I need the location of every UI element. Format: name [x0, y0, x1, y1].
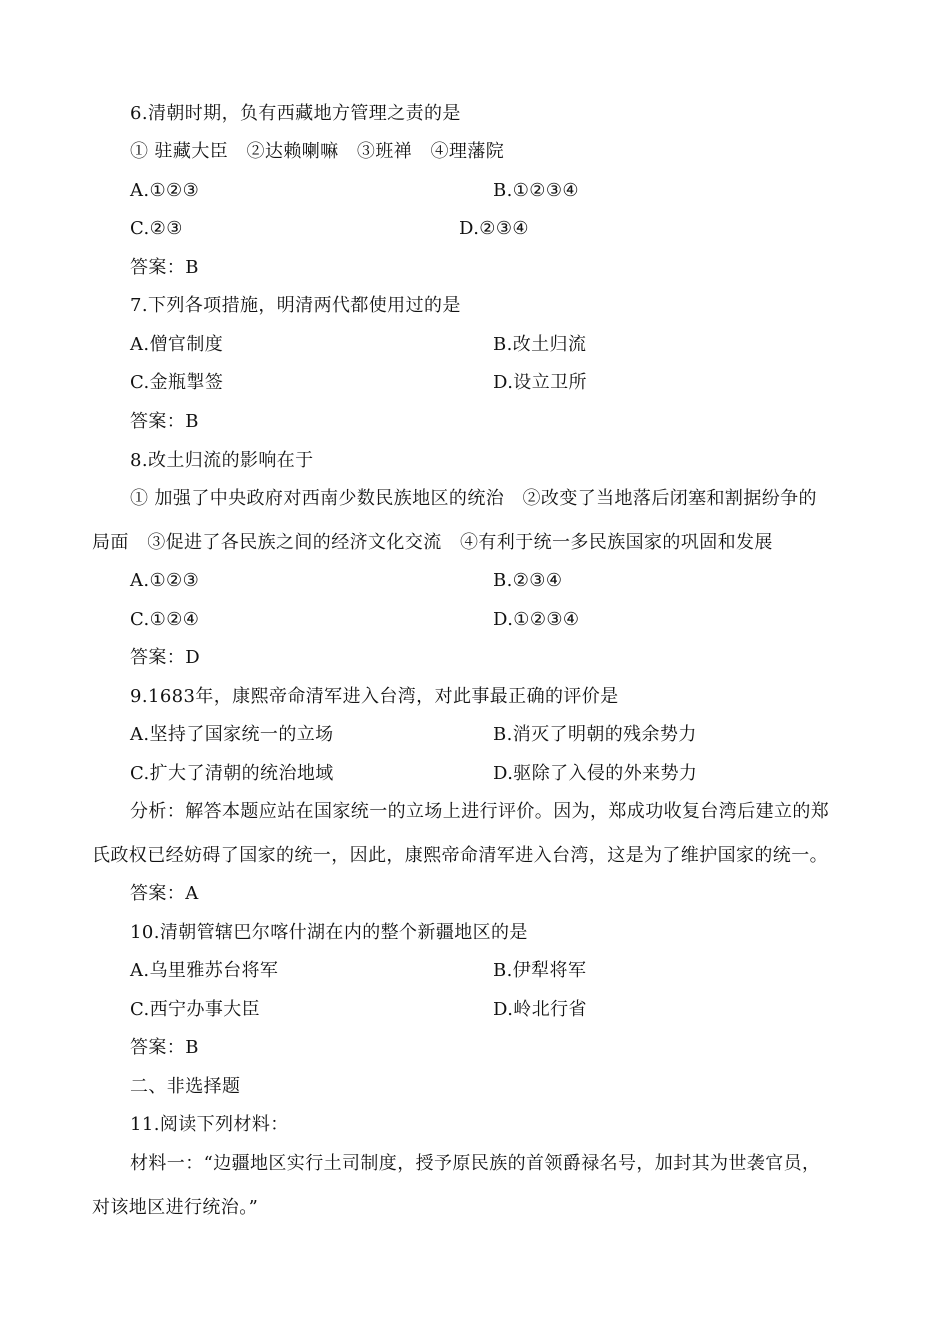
q7-option-c: C.金瓶掣签	[130, 372, 224, 393]
q11-stem: 11.阅读下列材料：	[130, 1114, 289, 1135]
q8-stem: 8.改土归流的影响在于	[130, 450, 314, 471]
q10-stem: 10.清朝管辖巴尔喀什湖在内的整个新疆地区的是	[130, 922, 528, 943]
q8-items-line1: ① 加强了中央政府对西南少数民族地区的统治 ②改变了当地落后闭塞和割据纷争的	[130, 488, 817, 509]
q8-answer: 答案：D	[130, 647, 201, 668]
q11-material1-line2: 对该地区进行统治。”	[92, 1197, 259, 1218]
q7-option-b: B.改土归流	[493, 334, 587, 355]
q7-answer: 答案：B	[130, 411, 199, 432]
q9-stem: 9.1683年，康熙帝命清军进入台湾，对此事最正确的评价是	[130, 686, 619, 707]
q8-option-b: B.②③④	[493, 570, 563, 591]
q6-option-a: A.①②③	[130, 180, 200, 201]
q8-option-d: D.①②③④	[493, 609, 580, 630]
q10-answer: 答案：B	[130, 1037, 199, 1058]
q8-option-a: A.①②③	[130, 570, 200, 591]
q10-option-c: C.西宁办事大臣	[130, 999, 261, 1020]
q8-option-c: C.①②④	[130, 609, 200, 630]
q8-items-line2: 局面 ③促进了各民族之间的经济文化交流 ④有利于统一多民族国家的巩固和发展	[92, 532, 773, 553]
section-heading: 二、非选择题	[130, 1076, 241, 1097]
q9-option-d: D.驱除了入侵的外来势力	[493, 763, 698, 784]
q7-option-d: D.设立卫所	[493, 372, 587, 393]
q10-option-d: D.岭北行省	[493, 999, 587, 1020]
q6-stem: 6.清朝时期，负有西藏地方管理之责的是	[130, 103, 461, 124]
q10-option-a: A.乌里雅苏台将军	[130, 960, 279, 981]
q6-items: ① 驻藏大臣 ②达赖喇嘛 ③班禅 ④理藩院	[130, 141, 505, 162]
q6-option-c: C.②③	[130, 218, 183, 239]
q9-option-b: B.消灭了明朝的残余势力	[493, 724, 697, 745]
q6-answer: 答案：B	[130, 257, 199, 278]
q9-analysis-line2: 氏政权已经妨碍了国家的统一，因此，康熙帝命清军进入台湾，这是为了维护国家的统一。	[92, 845, 828, 866]
q9-answer: 答案：A	[130, 883, 199, 904]
q6-option-d: D.②③④	[459, 218, 529, 239]
q9-option-a: A.坚持了国家统一的立场	[130, 724, 334, 745]
q9-analysis-line1: 分析：解答本题应站在国家统一的立场上进行评价。因为，郑成功收复台湾后建立的郑	[130, 801, 830, 822]
q7-stem: 7.下列各项措施，明清两代都使用过的是	[130, 295, 461, 316]
q6-option-b: B.①②③④	[493, 180, 579, 201]
q10-option-b: B.伊犁将军	[493, 960, 587, 981]
q9-option-c: C.扩大了清朝的统治地域	[130, 763, 334, 784]
q11-material1-line1: 材料一：“边疆地区实行土司制度，授予原民族的首领爵禄名号，加封其为世袭官员，	[130, 1153, 821, 1174]
q7-option-a: A.僧官制度	[130, 334, 224, 355]
